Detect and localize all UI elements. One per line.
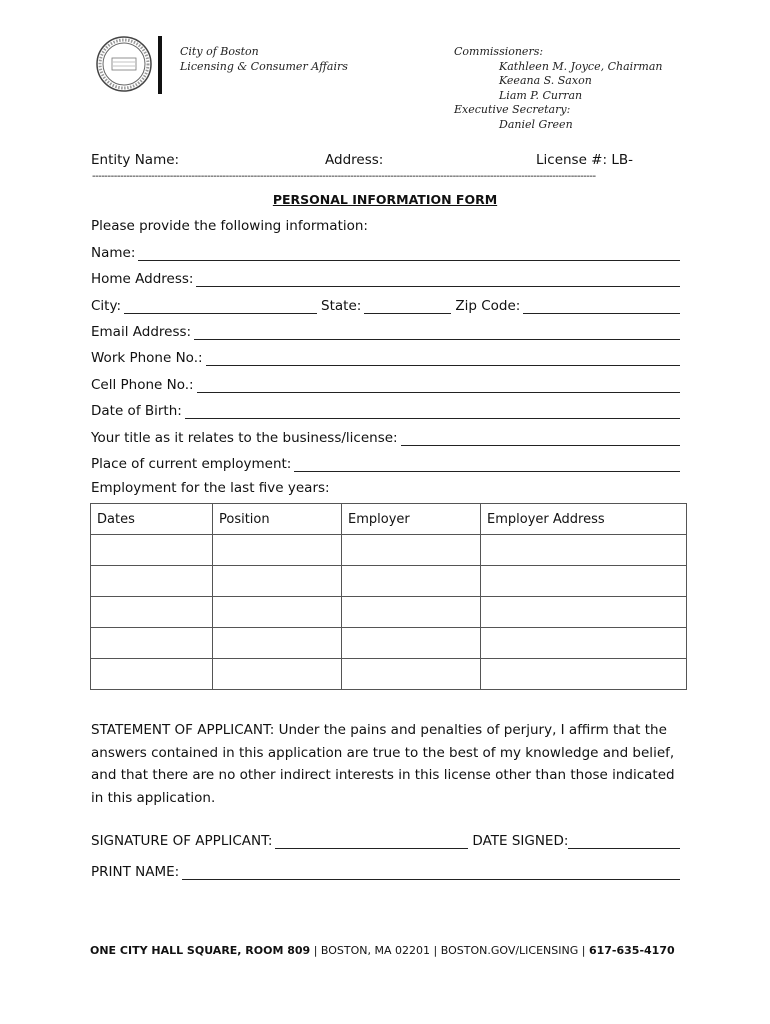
dob-field-row (91, 401, 680, 419)
license-number-label: License #: LB- (536, 152, 633, 168)
applicant-statement: STATEMENT OF APPLICANT: Under the pains and penalties of perjury, I affirm that the answers contained in this application are true to the best of my knowledge and belief, and that there are no other indirect interests in this license other than those indicated in this application. (91, 722, 675, 806)
commissioner-name: Liam P. Curran (499, 88, 583, 102)
footer (90, 944, 675, 957)
table-row (91, 659, 687, 690)
city-state-zip-row (91, 296, 680, 314)
entity-address-label: Address: (325, 152, 384, 168)
footer-city: BOSTON, MA 02201 (320, 944, 431, 957)
city-label: City: (91, 298, 122, 314)
table-cell[interactable] (342, 535, 481, 566)
email-label: Email Address: (91, 324, 192, 340)
table-cell[interactable] (481, 659, 687, 690)
intro-text: Please provide the following information: (91, 218, 368, 234)
table-cell[interactable] (91, 659, 213, 690)
zip-input-line[interactable] (523, 300, 680, 314)
city-seal-logo (96, 36, 152, 92)
employment-history-label: Employment for the last five years: (91, 480, 330, 496)
table-cell[interactable] (91, 628, 213, 659)
table-cell[interactable] (213, 535, 342, 566)
table-cell[interactable] (91, 597, 213, 628)
secretary-name: Daniel Green (499, 117, 573, 131)
work-phone-input-line[interactable] (206, 352, 680, 366)
name-label: Name: (91, 245, 136, 261)
employment-field-row (91, 454, 680, 472)
table-row (91, 628, 687, 659)
dashed-divider: ------------------------------------------------------------------------------------------------------------------------------------------------------------------ (92, 171, 596, 182)
table-row (91, 535, 687, 566)
table-cell[interactable] (342, 597, 481, 628)
date-signed-label: DATE SIGNED: (472, 833, 569, 849)
signature-label: SIGNATURE OF APPLICANT: (91, 833, 273, 849)
department-name: Licensing & Consumer Affairs (180, 59, 348, 73)
table-cell[interactable] (481, 535, 687, 566)
table-header-row (91, 504, 687, 535)
name-field-row (91, 243, 680, 261)
dob-label: Date of Birth: (91, 403, 182, 419)
title-input-line[interactable] (401, 432, 680, 446)
city-input-line[interactable] (124, 300, 317, 314)
title-label: Your title as it relates to the business/license: (91, 430, 398, 446)
footer-phone: 617-635-4170 (588, 944, 675, 957)
employment-history-table (90, 503, 687, 690)
footer-separator: | (578, 944, 589, 957)
table-cell[interactable] (342, 566, 481, 597)
zip-label: Zip Code: (455, 298, 521, 314)
home-address-field-row (91, 269, 680, 287)
cell-phone-field-row (91, 375, 680, 393)
column-header-dates: Dates (91, 504, 213, 535)
email-field-row (91, 322, 680, 340)
state-label: State: (321, 298, 362, 314)
work-phone-label: Work Phone No.: (91, 350, 203, 366)
footer-separator: | (430, 944, 441, 957)
home-address-label: Home Address: (91, 271, 194, 287)
table-cell[interactable] (213, 628, 342, 659)
work-phone-field-row (91, 348, 680, 366)
form-title: PERSONAL INFORMATION FORM (272, 192, 498, 207)
header-divider-bar (158, 36, 162, 94)
table-cell[interactable] (481, 566, 687, 597)
city-name: City of Boston (180, 45, 259, 58)
table-cell[interactable] (481, 628, 687, 659)
print-name-row (91, 862, 680, 880)
footer-address: ONE CITY HALL SQUARE, ROOM 809 (90, 944, 311, 957)
table-cell[interactable] (213, 566, 342, 597)
employment-input-line[interactable] (294, 458, 680, 472)
table-cell[interactable] (213, 597, 342, 628)
email-input-line[interactable] (194, 326, 680, 340)
commissioners-title: Commissioners: (454, 45, 544, 58)
commissioner-name: Kathleen M. Joyce, Chairman (499, 59, 663, 73)
date-signed-input-line[interactable] (568, 835, 680, 849)
commissioner-name: Keeana S. Saxon (499, 74, 592, 87)
table-cell[interactable] (91, 566, 213, 597)
print-name-label: PRINT NAME: (91, 864, 180, 880)
home-address-input-line[interactable] (196, 273, 680, 287)
title-field-row (91, 428, 680, 446)
table-cell[interactable] (481, 597, 687, 628)
cell-phone-input-line[interactable] (197, 379, 680, 393)
column-header-employer-address: Employer Address (481, 504, 687, 535)
commissioners-block (454, 45, 662, 132)
employment-label: Place of current employment: (91, 456, 292, 472)
signature-row (91, 831, 680, 849)
dob-input-line[interactable] (185, 405, 680, 419)
entity-name-label: Entity Name: (91, 152, 180, 168)
table-cell[interactable] (342, 628, 481, 659)
cell-phone-label: Cell Phone No.: (91, 377, 194, 393)
column-header-position: Position (213, 504, 342, 535)
signature-input-line[interactable] (275, 835, 468, 849)
table-row (91, 566, 687, 597)
table-row (91, 597, 687, 628)
table-cell[interactable] (91, 535, 213, 566)
footer-separator: | (310, 944, 321, 957)
column-header-employer: Employer (342, 504, 481, 535)
state-input-line[interactable] (364, 300, 451, 314)
footer-website: BOSTON.GOV/LICENSING (440, 944, 579, 957)
city-header (180, 45, 348, 74)
secretary-title: Executive Secretary: (454, 103, 571, 116)
name-input-line[interactable] (138, 247, 680, 261)
print-name-input-line[interactable] (182, 866, 680, 880)
table-cell[interactable] (342, 659, 481, 690)
table-cell[interactable] (213, 659, 342, 690)
